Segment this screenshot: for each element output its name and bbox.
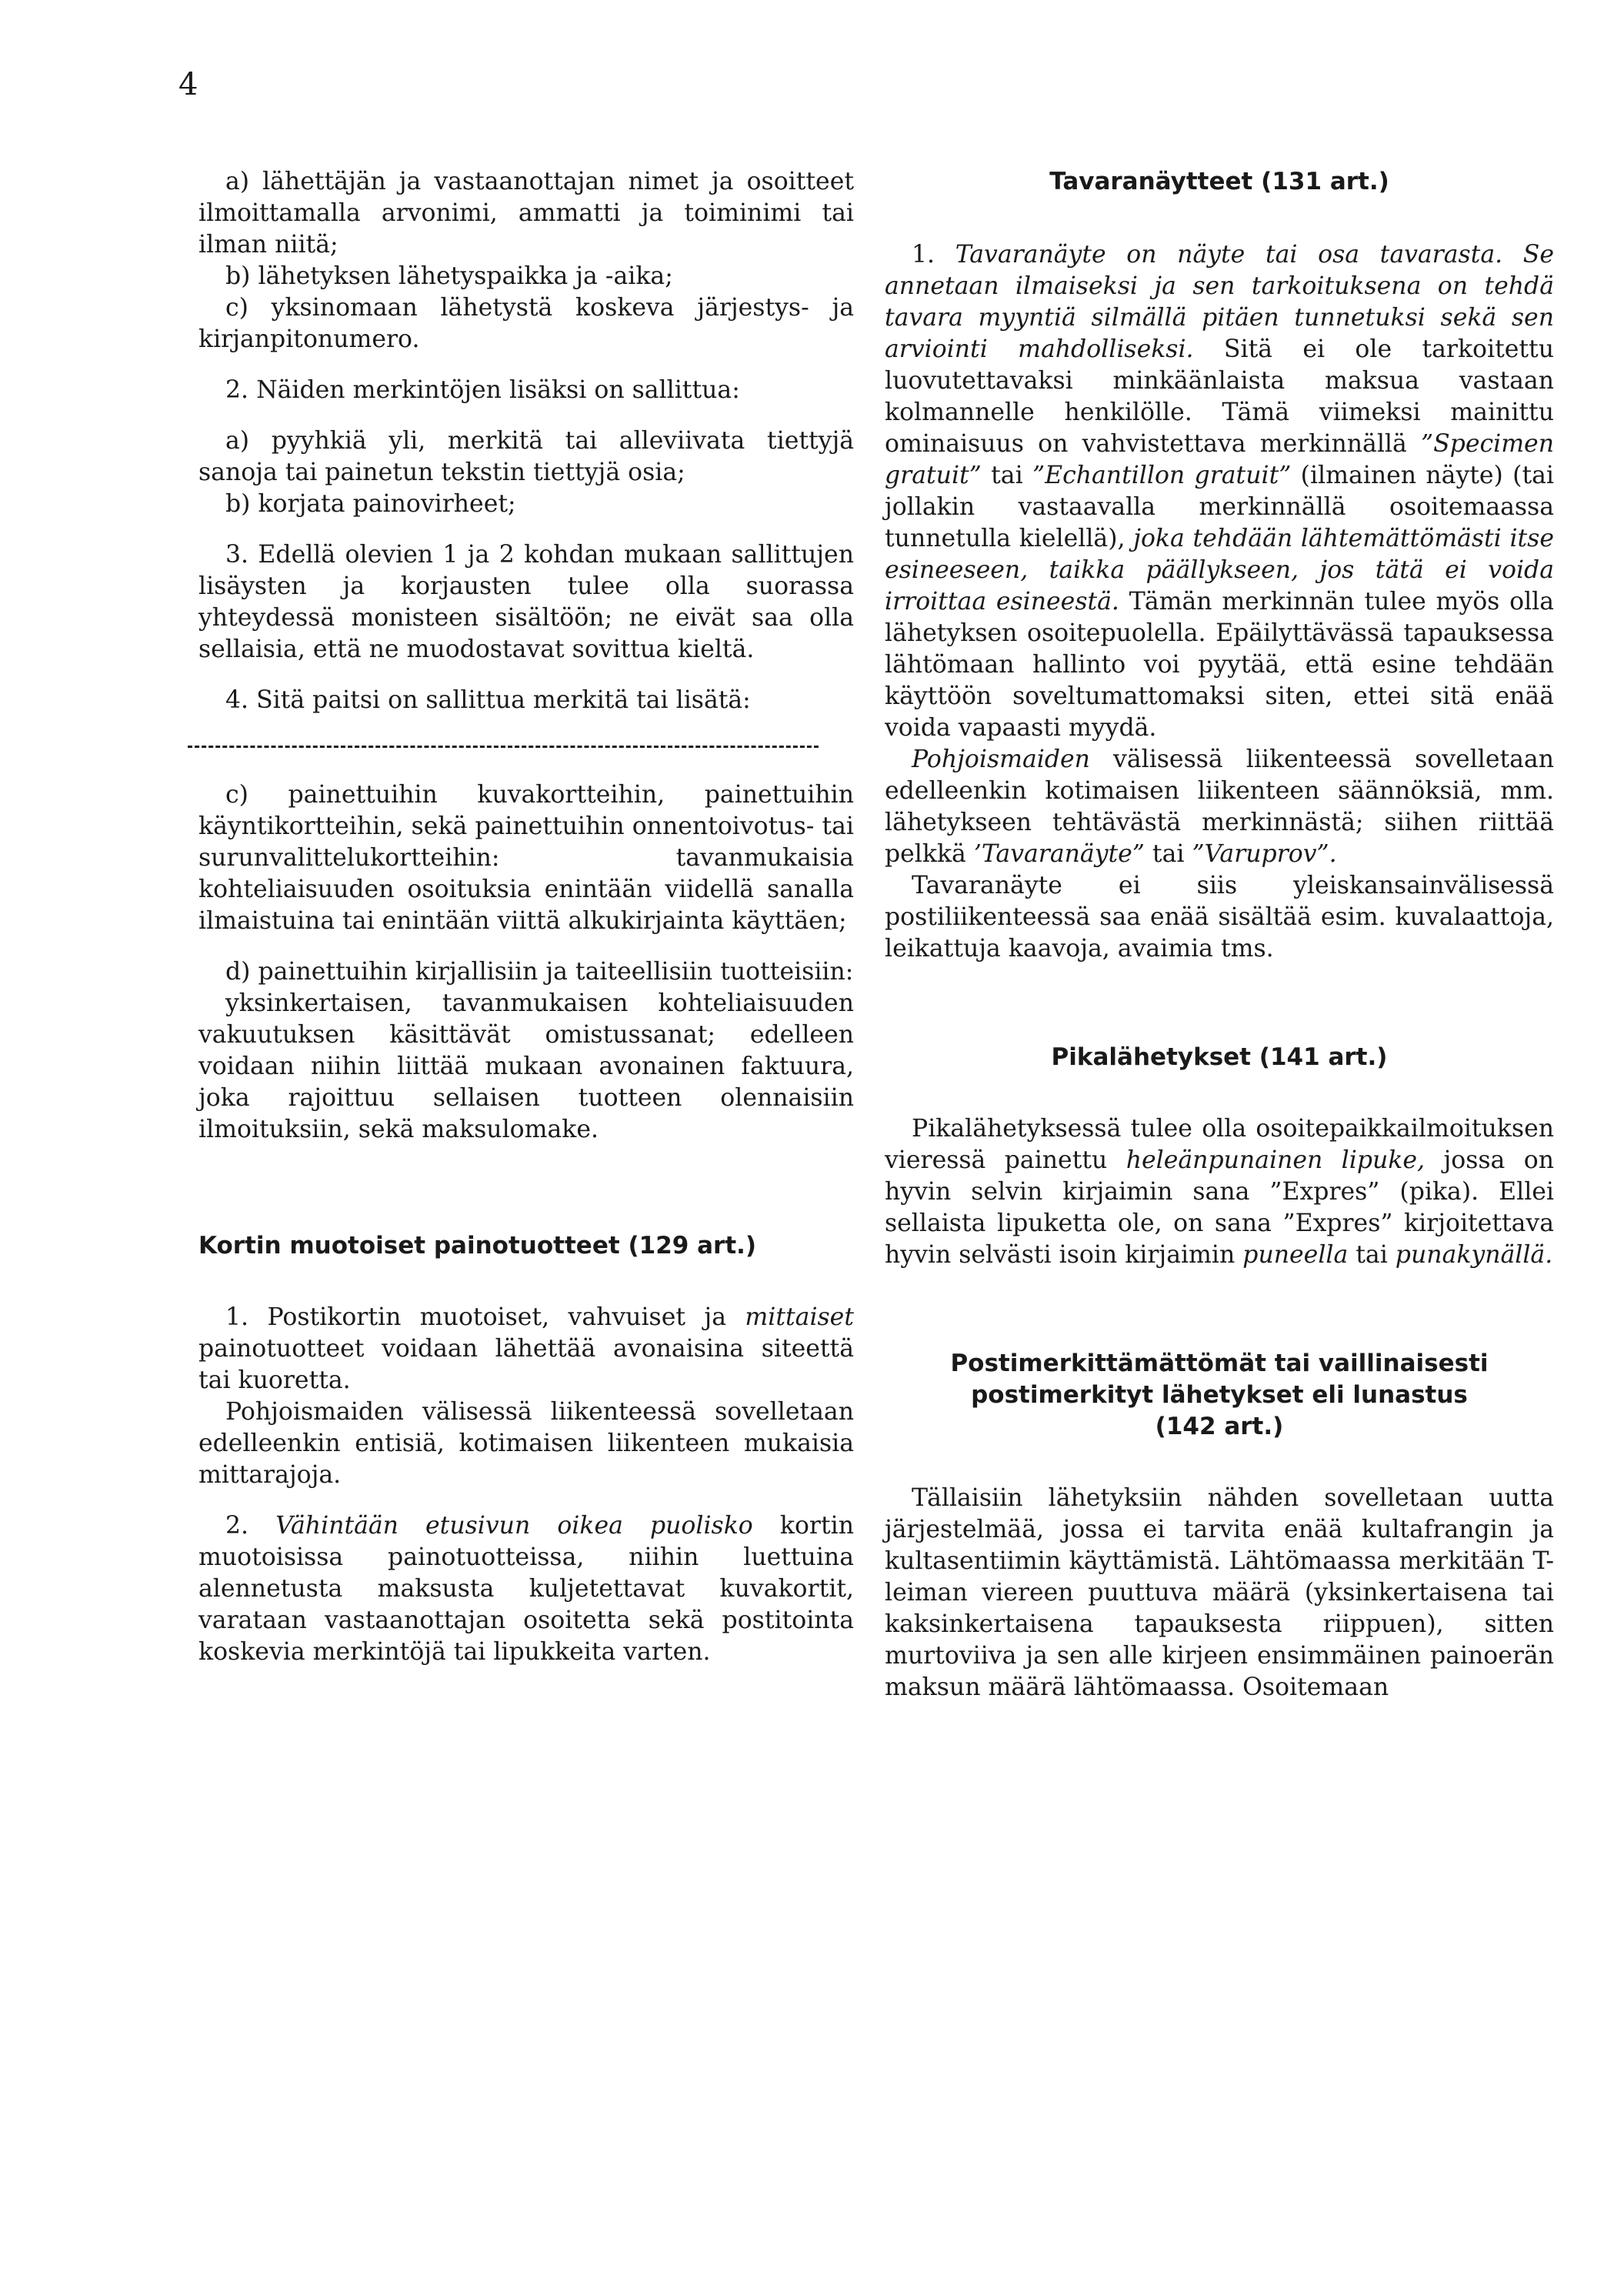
page-number: 4 xyxy=(178,67,198,102)
paragraph: Pikalähetyksessä tulee olla osoitepaikkailmoituksen vieressä painettu heleänpunainen lipuke, jossa on hyvin selvin kirjaimin sana ”Expres” (pika). Ellei sellaista lipuketta ole, on sana ”Expres” kirjoitettava hyvin selvästi isoin kirjaimin puneella tai punakynällä. xyxy=(885,1115,1554,1269)
paragraph: d) painettuihin kirjallisiin ja taiteellisiin tuotteisiin: xyxy=(225,958,854,986)
paragraph: b) korjata painovirheet; xyxy=(225,490,516,518)
paragraph: Pohjoismaiden välisessä liikenteessä sovelletaan edelleenkin entisiä, kotimaisen liikenteen mukaisia mittarajoja. xyxy=(198,1398,854,1489)
paragraph: 3. Edellä olevien 1 ja 2 kohdan mukaan sallittujen lisäysten ja korjausten tulee olla suorassa yhteydessä monisteen sisältöön; ne eivät saa olla sellaisia, että ne muodostavat sovittua kieltä. xyxy=(198,541,854,663)
paragraph: a) pyyhkiä yli, merkitä tai alleviivata tiettyjä sanoja tai painetun tekstin tiettyjä osia; xyxy=(198,427,854,486)
section-heading: Kortin muotoiset painotuotteet (129 art.) xyxy=(198,1232,757,1260)
right-column xyxy=(885,166,1554,1703)
paragraph: 1. Postikortin muotoiset, vahvuiset ja mittaiset painotuotteet voidaan lähettää avonaisina siteettä tai kuoretta. xyxy=(198,1303,854,1394)
section-heading: Pikalähetykset (141 art.) xyxy=(1051,1043,1388,1071)
paragraph: Tällaisiin lähetyksiin nähden sovelletaan uutta järjestelmää, jossa ei tarvita enää kultafrangin ja kultasentiimin käyttämistä. Lähtömaassa merkitään T-leiman viereen puuttuva määrä (yksinkertaisena tai kaksinkertaisena tapauksesta riippuen), sitten murtoviiva ja sen alle kirjeen ensimmäinen painoerän maksun määrä lähtömaassa. Osoitemaan xyxy=(885,1484,1554,1701)
paragraph: 1. Tavaranäyte on näyte tai osa tavarasta. Se annetaan ilmaiseksi ja sen tarkoituksena on tehdä tavara myyntiä silmällä pitäen tunnetuksi sekä sen arviointi mahdolliseksi. Sitä ei ole tarkoitettu luovutettavaksi minkäänlaista maksua vastaan kolmannelle henkilölle. Tämä viimeksi mainittu ominaisuus on vahvistettava merkinnällä ”Specimen gratuit” tai ”Echantillon gratuit” (ilmainen näyte) (tai jollakin vastaavalla merkinnällä osoitemaassa tunnetulla kielellä), joka tehdään lähtemättömästi itse esineeseen, taikka päällykseen, jos tätä ei voida irroittaa esineestä. Tämän merkinnän tulee myös olla lähetyksen osoitepuolella. Epäilyttävässä tapauksessa lähtömaan hallinto voi pyytää, että esine tehdään käyttöön soveltumattomaksi siten, ettei sitä enää voida vapaasti myydä. xyxy=(885,241,1554,742)
section-heading: Tavaranäytteet (131 art.) xyxy=(1049,168,1389,195)
paragraph: 2. Näiden merkintöjen lisäksi on sallittua: xyxy=(225,376,740,404)
paragraph: 4. Sitä paitsi on sallittua merkitä tai lisätä: xyxy=(225,686,751,714)
paragraph: Tavaranäyte ei siis yleiskansainvälisessä postiliikenteessä saa enää sisältää esim. kuvalaattoja, leikattuja kaavoja, avaimia tms. xyxy=(885,872,1554,963)
left-column xyxy=(198,166,854,1668)
paragraph: c) yksinomaan lähetystä koskeva järjestys- ja kirjanpitonumero. xyxy=(198,294,854,353)
section-heading: Postimerkittämättömät tai vaillinaisesti postimerkityt lähetykset eli lunastus (142 art.) xyxy=(950,1350,1489,1440)
paragraph: 2. Vähintään etusivun oikea puolisko kortin muotoisissa painotuotteissa, niihin luettuina alennetusta maksusta kuljetettavat kuvakortit, varataan vastaanottajan osoitetta sekä postitointa koskevia merkintöjä tai lipukkeita varten. xyxy=(198,1512,854,1666)
paragraph: yksinkertaisen, tavanmukaisen kohteliaisuuden vakuutuksen käsittävät omistussanat; edelleen voidaan niihin liittää mukaan avonainen faktuura, joka rajoittuu sellaisen tuotteen olennaisiin ilmoituksiin, sekä maksulomake. xyxy=(198,989,854,1143)
paragraph: a) lähettäjän ja vastaanottajan nimet ja osoitteet ilmoittamalla arvonimi, ammatti ja toiminimi tai ilman niitä; xyxy=(198,168,854,259)
paragraph: c) painettuihin kuvakortteihin, painettuihin käyntikortteihin, sekä painettuihin onnentoivotus- tai surunvalittelukortteihin: tavanmukaisia kohteliaisuuden osoituksia enintään viidellä sanalla ilmaistuina tai enintään viittä alkukirjainta käyttäen; xyxy=(198,781,854,935)
paragraph: Pohjoismaiden välisessä liikenteessä sovelletaan edelleenkin kotimaisen liikenteen säännöksiä, mm. lähetykseen tehtävästä merkinnästä; siihen riittää pelkkä ’Tavaranäyte” tai ”Varuprov”. xyxy=(885,746,1554,868)
omission-dashes xyxy=(188,746,819,748)
paragraph: b) lähetyksen lähetyspaikka ja -aika; xyxy=(225,262,673,290)
